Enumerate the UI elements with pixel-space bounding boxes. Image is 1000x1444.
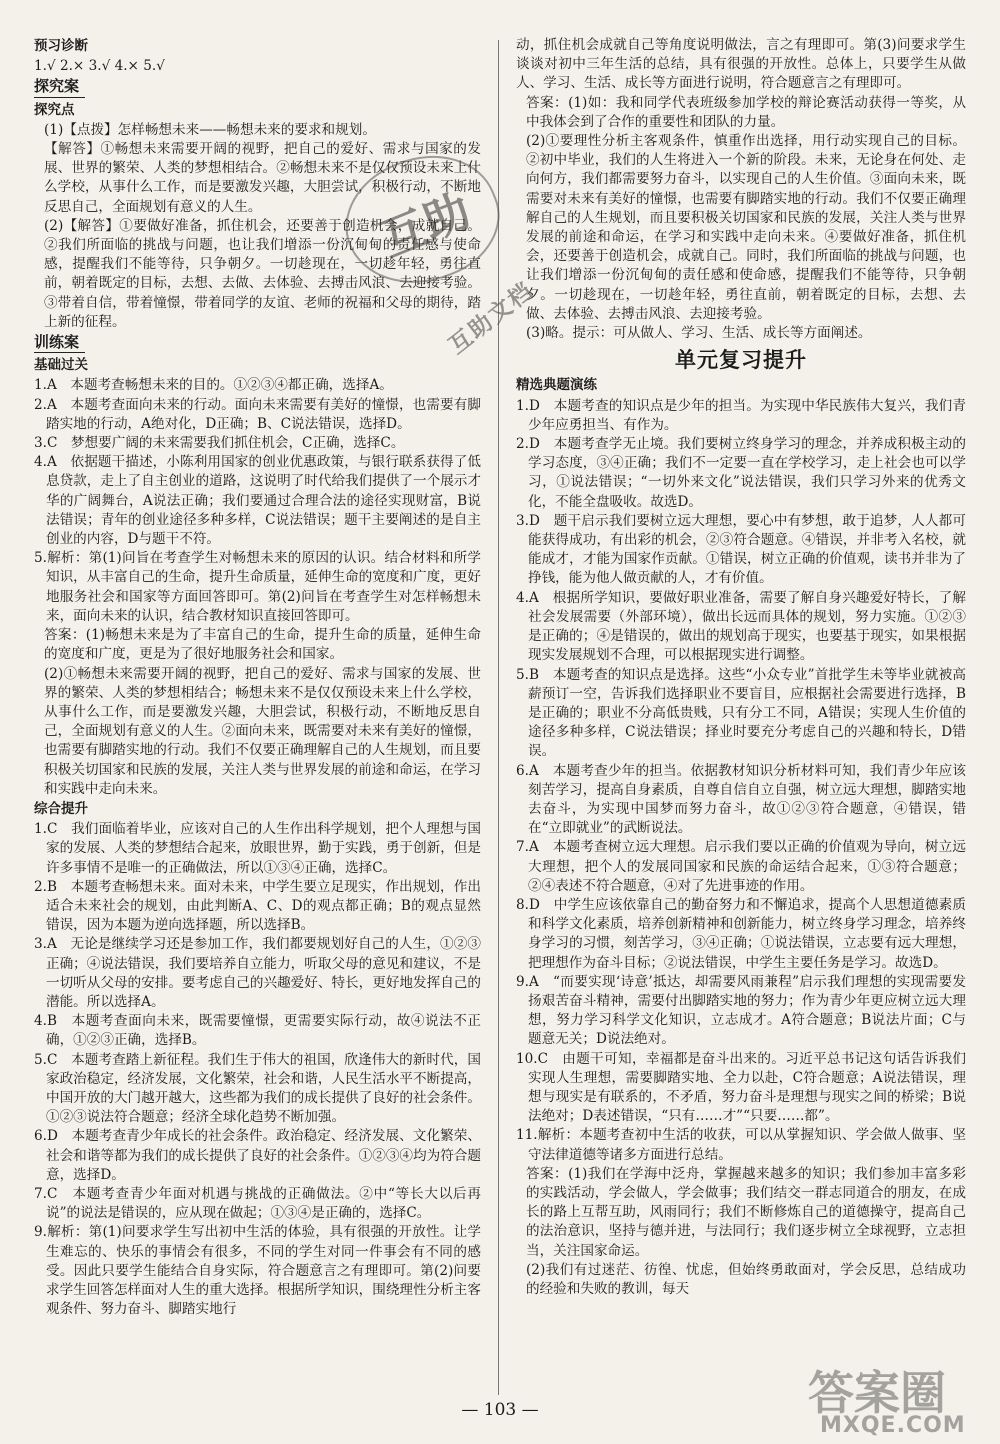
- answer-item: 9.A “而要实现‘诗意’抵达，却需要风雨兼程”启示我们理想的实现需要发扬艰苦奋斗精神，需要付出脚踏实地的努力；作为青少年更应树立远大理想，努力学习科学文化知识，立志成才。A符合题意；B说法片面；C与题意无关；D说法绝对。: [516, 973, 966, 1048]
- answer-item: 10.C 由题干可知，幸福都是奋斗出来的。习近平总书记这句话告诉我们实现人生理想，需要脚踏实地、全力以赴，C符合题意；A说法错误，理想与现实是有联系的，不矛盾，努力奋斗是理想与现实之间的桥梁；B说法绝对；D表述错误，“只有……才”“只要……都”。: [516, 1050, 966, 1125]
- train-heading: 训练案: [34, 333, 85, 353]
- answer-item: 7.C 本题考查青少年面对机遇与挑战的正确做法。②中“等长大以后再说”的说法是错误的，应从现在做起；①③④是正确的，选择C。: [34, 1185, 481, 1222]
- explore-heading: 探究案: [34, 77, 85, 97]
- logo-main-text: 答案圈: [808, 1366, 946, 1420]
- answer-item: 1.A 本题考查畅想未来的目的。①②③④都正确，选择A。: [34, 377, 393, 394]
- right-column: [516, 36, 966, 1299]
- explore-item: (1)【点拨】怎样畅想未来——畅想未来的要求和规划。: [44, 121, 376, 138]
- basic-heading: 基础过关: [34, 357, 88, 374]
- answer-item: 11.解析：本题考查初中生活的收获，可以从掌握知识、学会做人做事、坚守法律道德等诸多方面进行总结。: [516, 1127, 966, 1163]
- logo-url-text: MXQE.COM: [820, 1413, 966, 1438]
- explore-point-heading: 探究点: [34, 101, 75, 118]
- answer-item: 5.解析：第(1)问旨在考查学生对畅想未来的原因的认识。结合材料和所学知识，从丰富自己的生命，提升生命质量，延伸生命的宽度和广度，更好地服务社会和国家等方面回答即可。第(2)问旨在考查学生对怎样畅想未来，面向未来的认识，结合教材知识直接回答即可。: [34, 550, 481, 624]
- answer-item: 3.A 无论是继续学习还是参加工作，我们都要规划好自己的人生，①②③正确；④说法错误，我们要培养自立能力，听取父母的意见和建议，不是一切听从父母的安排。要考虑自己的兴趣爱好、特长，更好地发挥自己的潜能。所以选择A。: [34, 936, 481, 1010]
- explore-item: (2)【解答】①要做好准备，抓住机会，还要善于创造机会，成就自己。②我们所面临的挑战与问题，也让我们增添一份沉甸甸的责任感与使命感，提醒我们不能等待，只争朝夕。一切趁现在，一切趁年轻，勇往直前，朝着既定的目标，去想、去做、去体验、去搏击风浪、去迎接考验。③带着自信，带着憧憬，带着同学的友谊、老师的祝福和父母的期待，踏上新的征程。: [44, 217, 481, 330]
- answer-item: 7.A 本题考查树立远大理想。启示我们要以正确的价值观为导向，树立远大理想，把个人的发展同国家和民族的命运结合起来，①③符合题意；②④表述不符合题意，④对了先进事迹的作用。: [516, 839, 966, 894]
- answer-item: 5.B 本题考查的知识点是选择。这些“小众专业”首批学生未等毕业就被高薪预订一空，告诉我们选择职业不要盲目，应根据社会需要进行选择，B是正确的；职业不分高低贵贱，只有分工不同，A错误；实现人生价值的途径多种多样，C说法错误；择业时要充分考虑自己的兴趣和特长，D错误。: [516, 666, 966, 760]
- answer-item: 4.A 根据所学知识，要做好职业准备，需要了解自身兴趣爱好特长，了解社会发展需要（外部环境），做出长远而具体的规划，努力实施。①②③是正确的；④是错误的，做出的规划高于现实，也要基于现实，如果根据现实发展规划不合理，可以根据现实进行调整。: [516, 589, 966, 664]
- answer-item: 6.D 本题考查青少年成长的社会条件。政治稳定、经济发展、文化繁荣、社会和谐等都为我们的成长提供了良好的社会条件。①②③④均为符合题意，选择D。: [34, 1128, 481, 1183]
- answer-item: 8.D 中学生应该依靠自己的勤奋努力和不懈追求，提高个人思想道德素质和科学文化素质，培养创新精神和创新能力，树立终身学习理念，培养终身学习的习惯，刻苦学习，③④正确；①说法错误，立志要有远大理想，把理想作为奋斗目标；②说法错误，中学生主要任务是学习。故选D。: [516, 896, 966, 971]
- answer-item: (2)①要理性分析主客观条件，慎重作出选择，用行动实现自己的目标。②初中毕业，我们的人生将进入一个新的阶段。未来，无论身在何处、走向何方，我们都需要努力奋斗，以实现自己的人生价值。③面向未来，既需要对未来有美好的憧憬，也需要有脚踏实地的行动。我们不仅要正确理解自己的人生规划，而且要积极关切国家和民族的发展，关注人类与世界发展的前途和命运，在学习和实践中走向未来。④要做好准备，抓住机会，还要善于创造机会，成就自己。同时，我们所面临的挑战与问题，也让我们增添一份沉甸甸的责任感和使命感，提醒我们不能等待，只争朝夕。一切趁现在，一切趁年轻，勇往直前，朝着既定的目标，去想、去做、去体验、去搏击风浪、去迎接考验。: [526, 133, 966, 322]
- answer-item: (2)我们有过迷茫、彷徨、忧虑，但始终勇敢面对，学会反思，总结成功的经验和失败的教训，每天: [526, 1261, 966, 1297]
- select-heading: 精选典题演练: [516, 377, 597, 394]
- unit-title: 单元复习提升: [675, 348, 807, 373]
- answer-item: 4.A 依据题干描述，小陈利用国家的创业优惠政策，与银行联系获得了低息贷款，走上了自主创业的道路，这说明了时代给我们提供了一个展示才华的广阔舞台，A说法正确；我们要通过合理合法的途径实现财富，B说法错误；青年的创业途径多种多样，C说法错误；题干主要阐述的是自主创业的内容，D与题干不符。: [34, 454, 481, 548]
- explore-item: 【解答】①畅想未来需要开阔的视野，把自己的爱好、需求与国家的发展、世界的繁荣、人类的梦想相结合。②畅想未来不是仅仅预设未来上什么学校，从事什么工作，而是要激发兴趣，大胆尝试，积极行动，不断地反思自己，全面规划有意义的人生。: [44, 141, 481, 215]
- preview-heading: 预习诊断: [34, 38, 88, 54]
- answer-item: 6.A 本题考查少年的担当。依据教材知识分析材料可知，我们青少年应该刻苦学习，提高自身素质，自尊自信自立自强，树立远大理想，脚踏实地去奋斗，为实现中国梦而努力奋斗，故①②③符合题意，④错误，错在“立即就业”的武断说法。: [516, 762, 966, 837]
- answer-item: 2.D 本题考查学无止境。我们要树立终身学习的理念，并养成积极主动的学习态度，③④正确；我们不一定要一直在学校学习，走上社会也可以学习，①说法错误；“一切外来文化”说法错误，我们只学习外来的优秀文化，不能全盘吸收。故选D。: [516, 436, 966, 510]
- answer-item: 答案：(1)畅想未来是为了丰富自己的生命，提升生命的质量，延伸生命的宽度和广度，更是为了很好地服务社会和国家。: [44, 627, 481, 663]
- watermark-text: 互助文档: [444, 277, 539, 360]
- answer-item: 答案：(1)我们在学海中泛舟，掌握越来越多的知识；我们参加丰富多彩的实践活动，学会做人，学会做事；我们结交一群志同道合的朋友，在成长的路上互帮互助，风雨同行；我们不断修炼自己的道德操守，提高自己的法治意识，坚持与德并进，与法同行；我们逐步树立全球视野，立志担当，关注国家命运。: [526, 1165, 966, 1259]
- answer-item: 4.B 本题考查面向未来，既需要憧憬，更需要实际行动，故④说法不正确，①②③正确，选择B。: [34, 1013, 481, 1049]
- answer-item: 3.C 梦想要广阔的未来需要我们抓住机会，C正确，选择C。: [34, 435, 405, 452]
- answer-item: (2)①畅想未来需要开阔的视野，把自己的爱好、需求与国家的发展、世界的繁荣、人类的梦想相结合；畅想未来不是仅仅预设未来上什么学校，从事什么工作，而是要激发兴趣，大胆尝试，积极行动，不断地反思自己，全面规划有意义的人生。②面向未来，既需要对未来有美好的憧憬，也需要有脚踏实地的行动。我们不仅要正确理解自己的人生规划，而且要积极关切国家和民族的发展，关注人类与世界发展的前途和命运，在学习和实践中走向未来。: [44, 665, 481, 797]
- answer-item: 2.A 本题考查面向未来的行动。面向未来需要有美好的憧憬，也需要有脚踏实地的行动，A绝对化，D正确；B、C说法错误，选择D。: [34, 396, 481, 432]
- answer-item: 1.D 本题考查的知识点是少年的担当。为实现中华民族伟大复兴，我们青少年应勇担当、有作为。: [516, 397, 966, 433]
- column-divider: [498, 40, 499, 1395]
- answer-item: 9.解析：第(1)问要求学生写出初中生活的体验，具有很强的开放性。让学生难忘的、快乐的事情会有很多，不同的学生对同一件事会有不同的感受。因此只要学生能结合自身实际，符合题意言之有理即可。第(2)问要求学生回答怎样面对人生的重大选择。根据所学知识，围绕理性分析主客观条件、努力奋斗、脚踏实地行: [34, 1224, 481, 1318]
- preview-answers: 1.√ 2.× 3.√ 4.× 5.√: [34, 58, 165, 75]
- answer-item: (3)略。提示：可从做人、学习、生活、成长等方面阐述。: [526, 325, 872, 342]
- answer-item: 5.C 本题考查踏上新征程。我们生于伟大的祖国，欣逢伟大的新时代，国家政治稳定，经济发展，文化繁荣，社会和谐，人民生活水平不断提高，中国开放的大门越开越大，这些都为我们的成长提供了良好的社会条件。①②③说法符合题意；经济全球化趋势不断加强。: [34, 1051, 481, 1126]
- page-number: — 103 —: [461, 1400, 539, 1420]
- answer-item: 2.B 本题考查畅想未来。面对未来，中学生要立足现实，作出规划，作出适合未来社会的规划，由此判断A、C、D的观点都正确；B的观点显然错误，因为本题为逆向选择题，所以选择B。: [34, 878, 481, 934]
- site-logo-watermark: [780, 1355, 990, 1437]
- comp-heading: 综合提升: [34, 800, 88, 817]
- answer-item: 1.C 我们面临着毕业，应该对自己的人生作出科学规划，把个人理想与国家的发展、人类的梦想结合起来，放眼世界，勤于实践，勇于创新，但是许多事情不是唯一的正确做法，所以①③④正确，选择C。: [34, 821, 481, 876]
- answer-item: 答案：(1)如：我和同学代表班级参加学校的辩论赛活动获得一等奖，从中我体会到了合作的重要性和团队的力量。: [526, 94, 966, 130]
- stamp-text: 互助: [372, 182, 478, 268]
- answer-item: 动，抓住机会成就自己等角度说明做法，言之有理即可。第(3)问要求学生谈谈对初中三年生活的总结，具有很强的开放性。总体上，只要学生从做人、学习、生活、成长等方面进行说明，符合题意言之有理即可。: [516, 37, 966, 92]
- answer-item: 3.D 题干启示我们要树立远大理想，要心中有梦想，敢于追梦，人人都可能获得成功，有出彩的机会，②③符合题意。④错误，并非考入名校，就能成才，才能为国家作贡献。①错误，树立正确的价值观，读书并非为了挣钱，能为他人做贡献的人，才有价值。: [516, 512, 966, 587]
